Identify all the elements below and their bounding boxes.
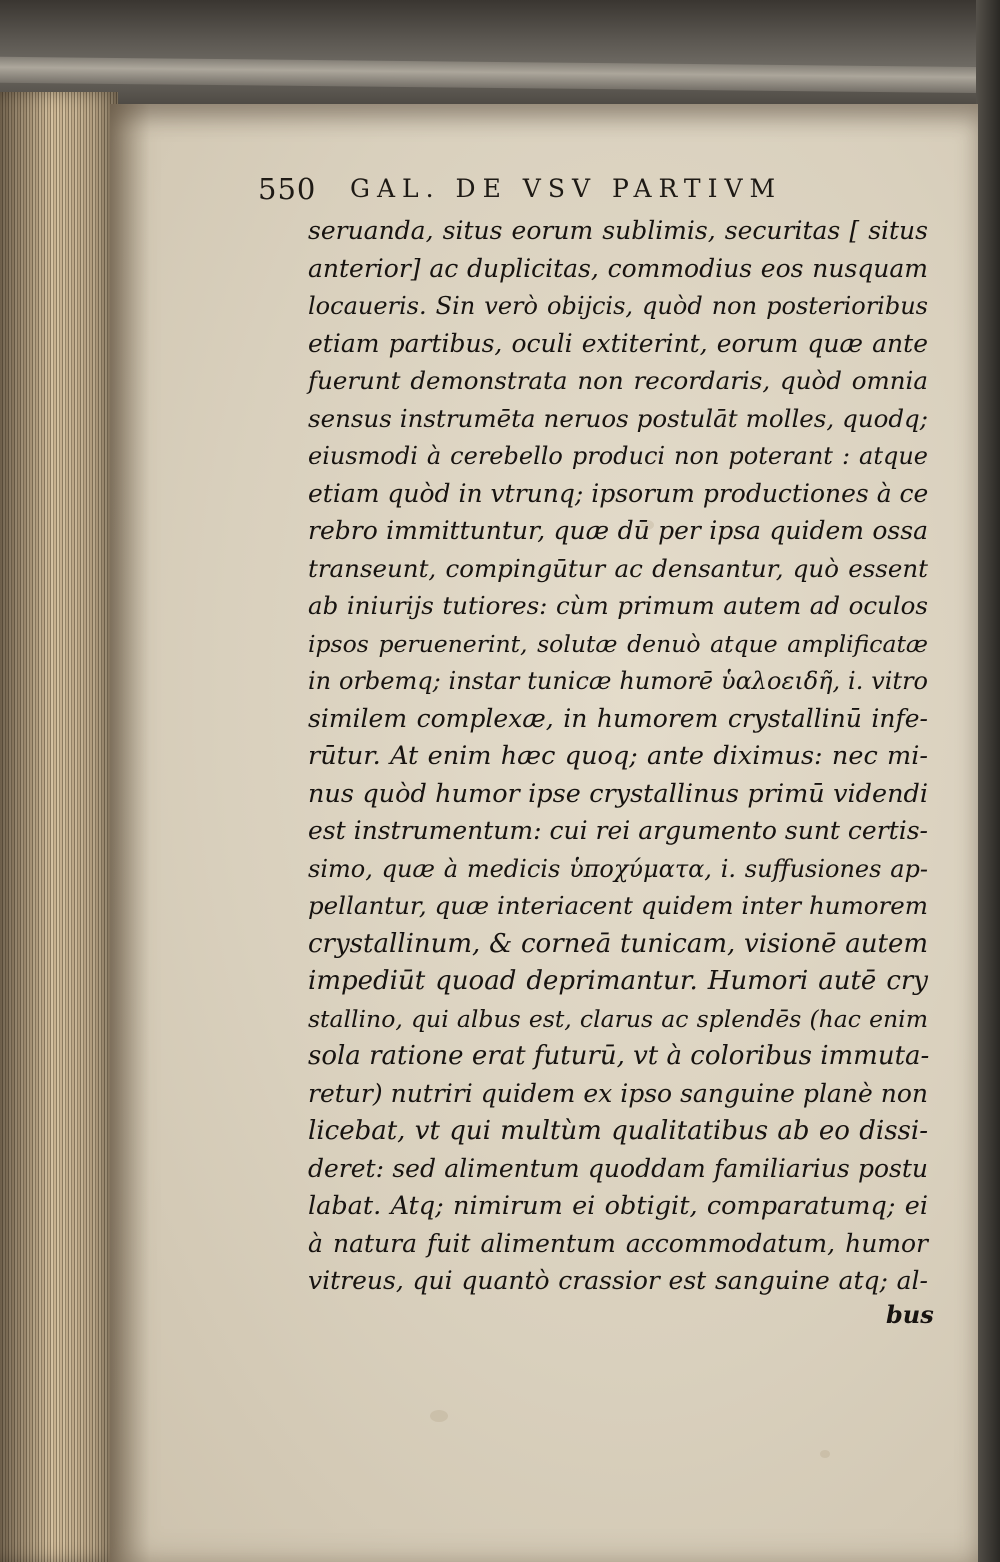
text-line: est instrumentum: cui rei argumento sunt certis- (308, 816, 928, 845)
text-line: eiusmodi à cerebello produci non poterant : atque (308, 442, 928, 470)
text-line: labat. Atq; nimirum ei obtigit, comparatumq; ei (308, 1191, 928, 1221)
text-line: retur) nutriri quidem ex ipso sanguine planè non (308, 1078, 928, 1108)
text-line: similem complexæ, in humorem crystallinū infe- (308, 703, 928, 733)
running-title: GAL. DE VSV PARTIVM (350, 174, 783, 203)
text-line: simo, quæ à medicis ὑποχύματα, i. suffusiones ap- (308, 854, 928, 883)
text-line: etiam quòd in vtrunq; ipsorum productiones à ce (308, 478, 929, 508)
text-line: ipsos peruenerint, solutæ denuò atque amplificatæ (308, 629, 928, 658)
page-gutter-shadow (110, 104, 150, 1562)
text-line: nus quòd humor ipse crystallinus primū videndi (308, 778, 928, 809)
text-line: locaueris. Sin verò obijcis, quòd non posterioribus (308, 292, 928, 320)
text-line: rūtur. At enim hæc quoq; ante diximus: nec mi- (308, 741, 928, 771)
text-line: stallino, qui albus est, clarus ac splendēs (hac enim (308, 1004, 928, 1033)
text-line: seruanda, situs eorum sublimis, securitas [ situs (308, 216, 928, 245)
text-line: à natura fuit alimentum accommodatum, humor (308, 1228, 928, 1258)
page-block-shadow (0, 92, 118, 1562)
paper-spot (430, 1410, 448, 1422)
text-line: fuerunt demonstrata non recordaris, quòd omnia (308, 366, 928, 395)
page-number: 550 (258, 172, 317, 206)
text-line: licebat, vt qui multùm qualitatibus ab eo dissi- (308, 1116, 928, 1146)
binding-right-edge (976, 0, 1000, 1562)
text-line: etiam partibus, oculi extiterint, eorum quæ ante (308, 328, 928, 358)
book-binding-top (0, 0, 1000, 110)
text-line: in orbemq; instar tunicæ humorē ὑαλοειδῆ, i. vitro (308, 667, 928, 695)
text-line: sola ratione erat futurū, vt à coloribus immuta- (308, 1041, 930, 1071)
text-line: rebro immittuntur, quæ dū per ipsa quidem ossa (308, 516, 928, 545)
text-line: transeunt, compingūtur ac densantur, quò essent (308, 553, 928, 583)
catchword: bus (886, 1300, 934, 1329)
text-line: impediūt quoad deprimantur. Humori autē cry (308, 966, 928, 996)
text-line: crystallinum, & corneā tunicam, visionē autem (308, 928, 928, 959)
running-head (258, 172, 858, 208)
text-line: vitreus, qui quantò crassior est sanguine atq; al- (308, 1266, 928, 1295)
text-line: anterior] ac duplicitas, commodius eos nusquam (308, 253, 928, 283)
text-line: pellantur, quæ interiacent quidem inter humorem (308, 891, 928, 920)
text-line: ab iniurijs tutiores: cùm primum autem ad oculos (308, 591, 928, 620)
text-line: deret: sed alimentum quoddam familiarius postu (308, 1153, 928, 1183)
text-line: sensus instrumēta neruos postulāt molles, quodq; (308, 403, 928, 433)
paper-spot (820, 1450, 830, 1458)
